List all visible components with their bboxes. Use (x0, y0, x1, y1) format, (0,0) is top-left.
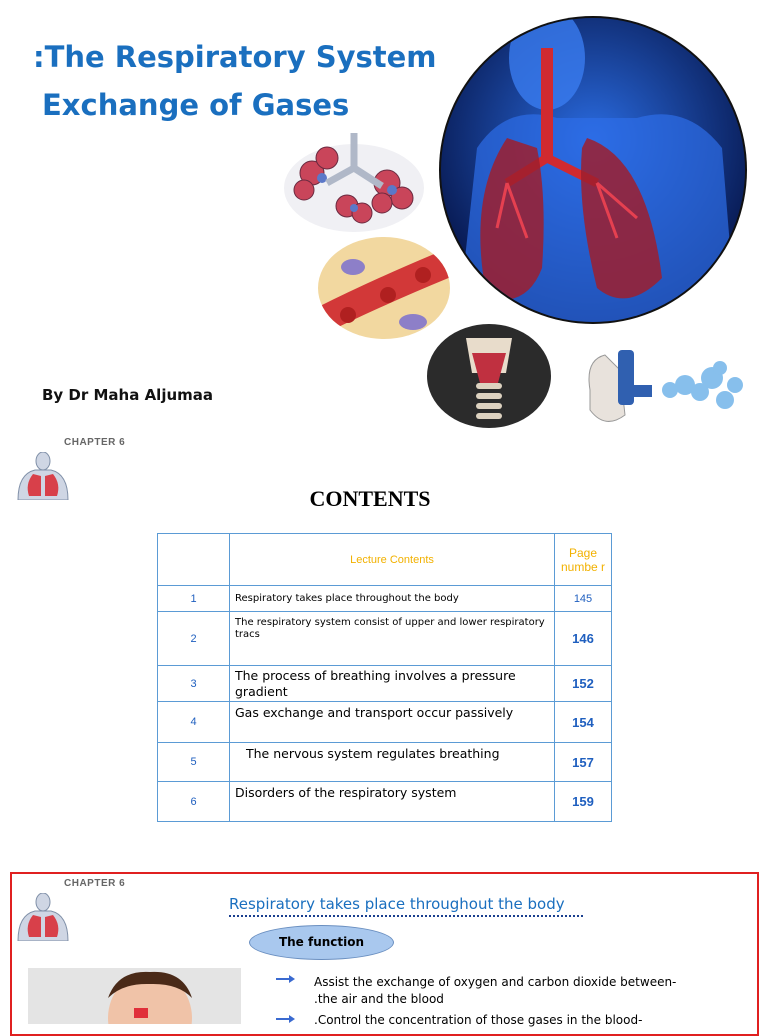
title-line-1: :The Respiratory System (33, 40, 437, 74)
row-title: The respiratory system consist of upper and lower respiratory tracs (230, 612, 555, 666)
row-page: 146 (555, 612, 612, 666)
row-page: 159 (555, 782, 612, 822)
row-num: 2 (158, 612, 230, 666)
row-page: 154 (555, 702, 612, 743)
bullet-2: .Control the concentration of those gases in the blood- (314, 1013, 643, 1027)
table-row (158, 743, 612, 782)
table-row (158, 612, 612, 666)
header-content-cell: Lecture Contents (230, 534, 555, 586)
title-line-2: Exchange of Gases (42, 88, 350, 122)
row-title: Respiratory takes place throughout the body (230, 586, 555, 612)
table-row (158, 666, 612, 702)
chapter-label: CHAPTER 6 (64, 437, 126, 448)
header-page-cell: Page numbe r (555, 534, 612, 586)
row-page: 157 (555, 743, 612, 782)
function-bubble: The function (249, 925, 394, 960)
contents-table (157, 533, 612, 822)
row-num: 3 (158, 666, 230, 702)
row-num: 6 (158, 782, 230, 822)
table-row (158, 702, 612, 743)
row-title: Gas exchange and transport occur passively (230, 702, 555, 743)
bullet-1: Assist the exchange of oxygen and carbon dioxide between- .the air and the blood (314, 975, 677, 1006)
lungs-illustration (437, 8, 749, 332)
row-page: 145 (555, 586, 612, 612)
table-header-row (158, 534, 612, 586)
header-num-cell (158, 534, 230, 586)
row-title: Disorders of the respiratory system (230, 782, 555, 822)
slide-2-chest-lungs-icon (13, 893, 73, 941)
person-breathing-image (28, 968, 241, 1024)
row-num: 5 (158, 743, 230, 782)
row-title: The process of breathing involves a pressure gradient (230, 666, 555, 702)
trachea-image (426, 323, 552, 429)
slide-2-chapter-label: CHAPTER 6 (64, 878, 126, 889)
alveoli-image (282, 128, 427, 236)
arrow-right-icon (276, 1014, 296, 1024)
inhaler-image (580, 330, 750, 434)
author: By Dr Maha Aljumaa (42, 386, 214, 404)
heading-underline (229, 915, 583, 917)
slide-2-heading: Respiratory takes place throughout the body (229, 895, 565, 913)
row-title: The nervous system regulates breathing (230, 743, 555, 782)
arrow-right-icon (276, 974, 296, 984)
row-num: 4 (158, 702, 230, 743)
row-page: 152 (555, 666, 612, 702)
row-num: 1 (158, 586, 230, 612)
table-row (158, 586, 612, 612)
contents-heading: CONTENTS (309, 486, 431, 511)
table-row (158, 782, 612, 822)
